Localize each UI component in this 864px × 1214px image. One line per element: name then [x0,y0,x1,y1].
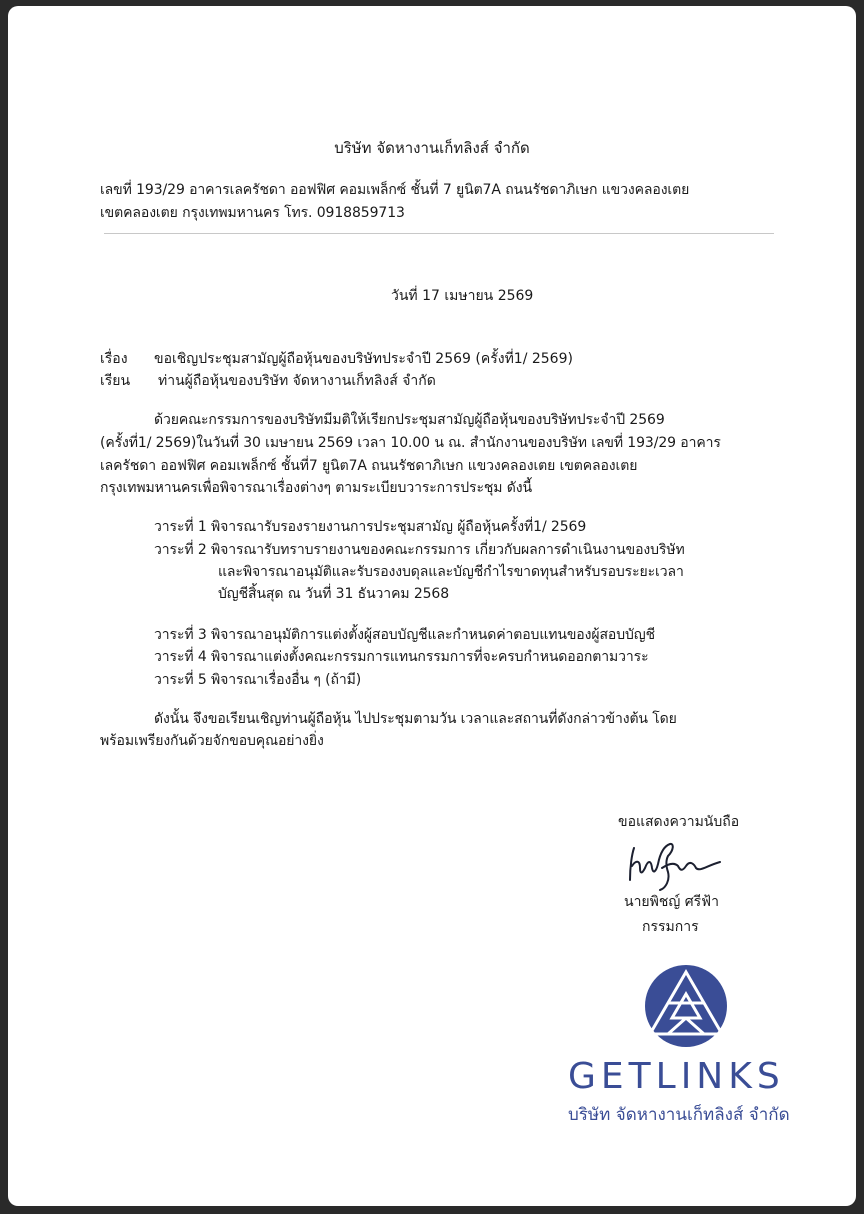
brand-subtitle: บริษัท จัดหางานเก็ทลิงส์ จำกัด [568,1105,790,1125]
company-address-line1: เลขที่ 193/29 อาคารเลครัชดา ออฟฟิศ คอมเพล็กซ์ ชั้นที่ 7 ยูนิต7A ถนนรัชดาภิเษก แขวงคลองเตย [100,182,690,198]
letter-page [8,6,856,1206]
subject-label: เรื่อง [100,351,128,367]
conclusion-line-2: พร้อมเพรียงกันด้วยจักขอบคุณอย่างยิ่ง [100,733,324,749]
handwritten-signature [608,836,738,894]
agenda-item-2-line-3: บัญชีสิ้นสุด ณ วันที่ 31 ธันวาคม 2568 [218,586,450,602]
recipient-text: ท่านผู้ถือหุ้นของบริษัท จัดหางานเก็ทลิงส์ จำกัด [158,373,436,389]
signer-title: กรรมการ [642,919,699,935]
agenda-item-3: วาระที่ 3 พิจารณาอนุมัติการแต่งตั้งผู้สอบบัญชีและกำหนดค่าตอบแทนของผู้สอบบัญชี [154,627,656,643]
closing-phrase: ขอแสดงความนับถือ [618,814,740,830]
recipient-label: เรียน [100,373,131,389]
agenda-item-1: วาระที่ 1 พิจารณารับรองรายงานการประชุมสามัญ ผู้ถือหุ้นครั้งที่1/ 2569 [154,519,587,535]
letter-date: วันที่ 17 เมษายน 2569 [391,288,534,304]
agenda-item-4: วาระที่ 4 พิจารณาแต่งตั้งคณะกรรมการแทนกรรมการที่จะครบกำหนดออกตามวาระ [154,649,649,665]
company-name-heading: บริษัท จัดหางานเก็ทลิงส์ จำกัด [334,139,530,157]
company-address-line2: เขตคลองเตย กรุงเทพมหานคร โทร. 0918859713 [100,205,405,221]
agenda-item-2-line-2: และพิจารณาอนุมัติและรับรองงบดุลและบัญชีกำไรขาดทุนสำหรับรอบระยะเวลา [218,564,684,580]
header-divider [104,233,774,234]
intro-line-3: เลครัชดา ออฟฟิศ คอมเพล็กซ์ ชั้นที่7 ยูนิต7A ถนนรัชดาภิเษก แขวงคลองเตย เขตคลองเตย [100,458,638,474]
agenda-item-2-line-1: วาระที่ 2 พิจารณารับทราบรายงานของคณะกรรมการ เกี่ยวกับผลการดำเนินงานของบริษัท [154,542,685,558]
subject-text: ขอเชิญประชุมสามัญผู้ถือหุ้นของบริษัทประจำปี 2569 (ครั้งที่1/ 2569) [154,351,573,367]
signer-name: นายพิชญ์ ศรีฟ้า [624,894,719,910]
intro-line-2: (ครั้งที่1/ 2569)ในวันที่ 30 เมษายน 2569 เวลา 10.00 น ณ. สำนักงานของบริษัท เลขที่ 193/29 อาคาร [100,435,721,451]
intro-line-1: ด้วยคณะกรรมการของบริษัทมีมติให้เรียกประชุมสามัญผู้ถือหุ้นของบริษัทประจำปี 2569 [154,412,665,428]
agenda-item-5: วาระที่ 5 พิจารณาเรื่องอื่น ๆ (ถ้ามี) [154,672,362,688]
intro-line-4: กรุงเทพมหานครเพื่อพิจารณาเรื่องต่างๆ ตามระเบียบวาระการประชุม ดังนี้ [100,480,532,496]
conclusion-line-1: ดังนั้น จึงขอเรียนเชิญท่านผู้ถือหุ้น ไปประชุมตามวัน เวลาและสถานที่ดังกล่าวข้างต้น โดย [154,711,677,727]
brand-wordmark: GETLINKS [568,1056,785,1097]
getlinks-logo-icon [644,964,728,1048]
